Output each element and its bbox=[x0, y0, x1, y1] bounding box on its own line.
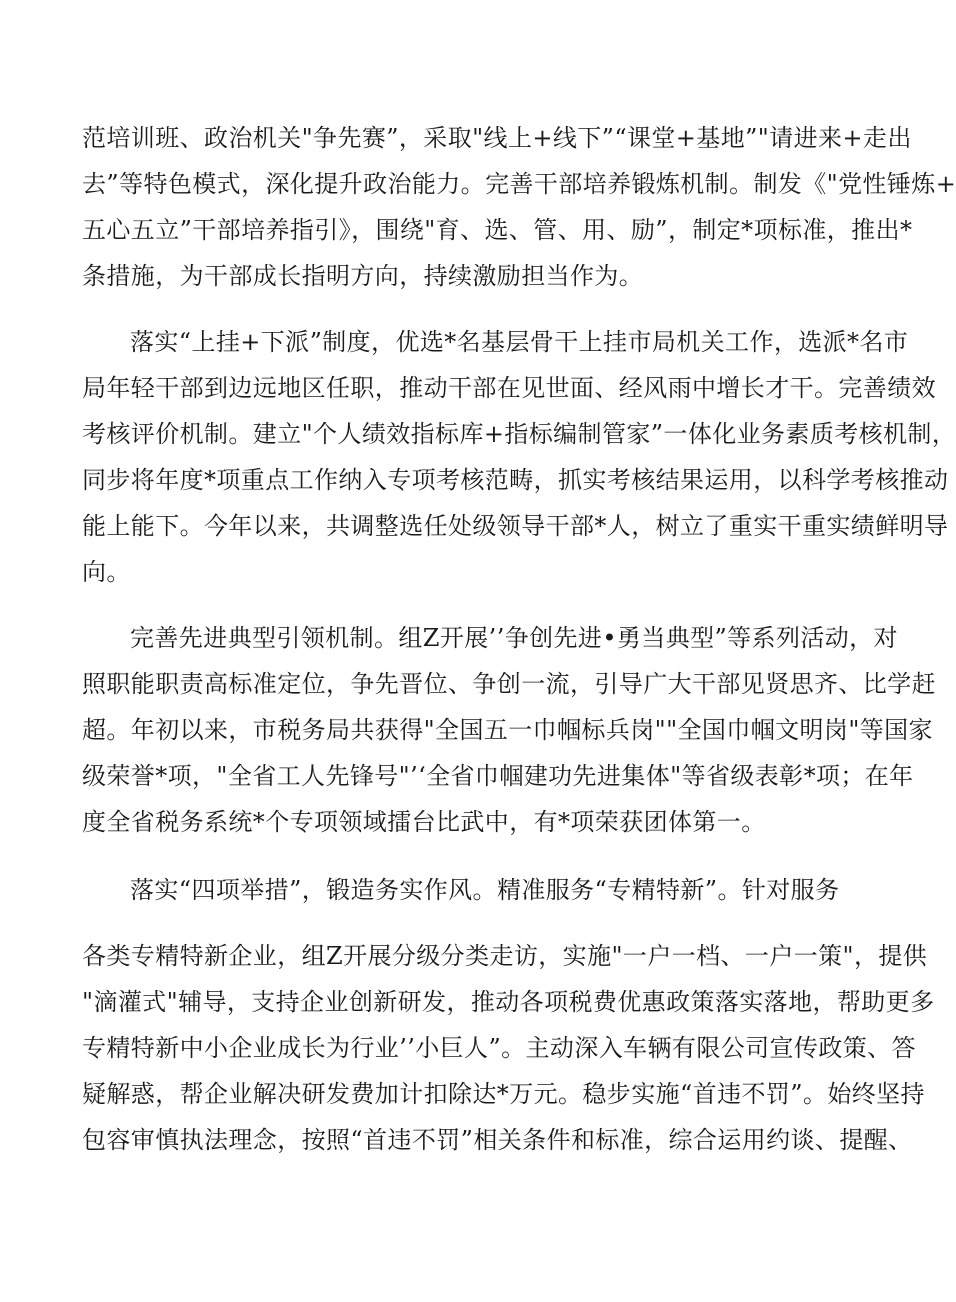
text-line-3: 五心五立”干部培养指引》，围绕"育、选、管、用、励”，制定*项标准，推出* bbox=[82, 216, 913, 244]
text-line-15: 度全省税务系统*个专项领域擂台比武中，有*项荣获团体第一。 bbox=[82, 808, 766, 836]
text-line-10: 向。 bbox=[82, 558, 131, 586]
text-line-17: 各类专精特新企业，组Z开展分级分类走访，实施"一户一档、一户一策"，提供 bbox=[82, 942, 928, 970]
text-line-2: 去”等特色模式，深化提升政治能力。完善干部培养锻炼机制。制发《"党性锤炼+ bbox=[82, 170, 956, 198]
text-line-14: 级荣誉*项，"全省工人先锋号"’‘全省巾帼建功先进集体"等省级表彰*项；在年 bbox=[82, 762, 914, 790]
text-line-7: 考核评价机制。建立"个人绩效指标库+指标编制管家”一体化业务素质考核机制， bbox=[82, 420, 956, 448]
text-line-5: 落实“上挂+下派”制度，优选*名基层骨干上挂市局机关工作，选派*名市 bbox=[130, 328, 909, 356]
text-line-18: "滴灌式"辅导，支持企业创新研发，推动各项税费优惠政策落实落地，帮助更多 bbox=[82, 988, 935, 1016]
text-line-19: 专精特新中小企业成长为行业’’小巨人”。主动深入车辆有限公司宣传政策、答 bbox=[82, 1034, 916, 1062]
text-line-1: 范培训班、政治机关"争先赛”，采取"线上+线下”“课堂+基地”"请进来+走出 bbox=[82, 124, 912, 152]
text-line-11: 完善先进典型引领机制。组Z开展’’争创先进•勇当典型”等系列活动，对 bbox=[130, 624, 898, 652]
text-line-13: 超。年初以来，市税务局共获得"全国五一巾帼标兵岗""全国巾帼文明岗"等国家 bbox=[82, 716, 933, 744]
text-line-9: 能上能下。今年以来，共调整选任处级领导干部*人，树立了重实干重实绩鲜明导 bbox=[82, 512, 949, 540]
text-line-6: 局年轻干部到边远地区任职，推动干部在见世面、经风雨中增长才干。完善绩效 bbox=[82, 374, 936, 402]
text-line-8: 同步将年度*项重点工作纳入专项考核范畴，抓实考核结果运用，以科学考核推动 bbox=[82, 466, 949, 494]
text-line-21: 包容审慎执法理念，按照“首违不罚”相关条件和标准，综合运用约谈、提醒、 bbox=[82, 1126, 913, 1154]
text-line-12: 照职能职责高标准定位，争先晋位、争创一流，引导广大干部见贤思齐、比学赶 bbox=[82, 670, 936, 698]
text-line-16: 落实“四项举措”，锻造务实作风。精准服务“专精特新”。针对服务 bbox=[130, 876, 840, 904]
text-line-4: 条措施，为干部成长指明方向，持续激励担当作为。 bbox=[82, 262, 644, 290]
text-line-20: 疑解惑，帮企业解决研发费加计扣除达*万元。稳步实施“首违不罚”。始终坚持 bbox=[82, 1080, 925, 1108]
